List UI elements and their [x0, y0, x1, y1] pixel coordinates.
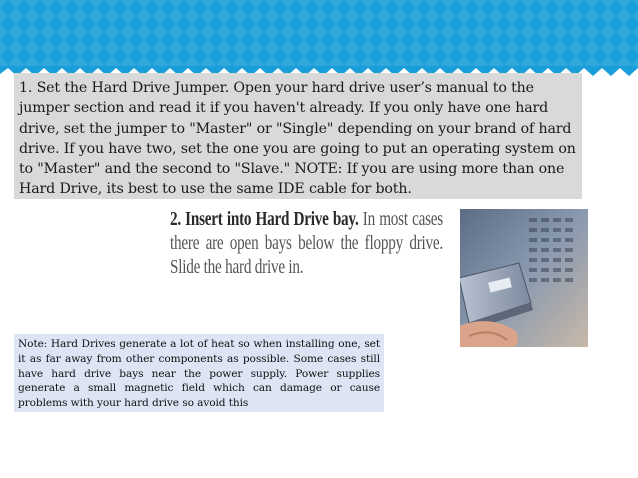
step2-heading: 2. Insert into Hard Drive bay.: [170, 209, 359, 230]
step1-instructions: [14, 73, 582, 199]
step1-text: 1. Set the Hard Drive Jumper. Open your hard drive user’s manual to the jumper section and read it if you haven't already. If you only have one hard drive, set the jumper to "Master" or "Single" depending on your brand of hard drive. If you have two, set the one you are going to put an operating system on to "Master" and the second to "Slave." NOTE: If you are using more than one Hard Drive, its best to use the same IDE cable for both.: [19, 80, 576, 198]
step2-body: In most cases there are open bays below the floppy drive. Slide the hard drive in.: [170, 209, 443, 278]
note-text: Note: Hard Drives generate a lot of heat so when installing one, set it as far away from other components as possible. Some cases still have hard drive bays near the power supply. Power supplies generate a small magnetic field which can damage or cause problems with your hard drive so avoid this: [18, 338, 380, 410]
step2-instruction-image: [170, 208, 445, 288]
note-box: [14, 334, 384, 412]
hard-drive-bay-photo: [459, 208, 589, 348]
header-banner: [0, 0, 638, 68]
